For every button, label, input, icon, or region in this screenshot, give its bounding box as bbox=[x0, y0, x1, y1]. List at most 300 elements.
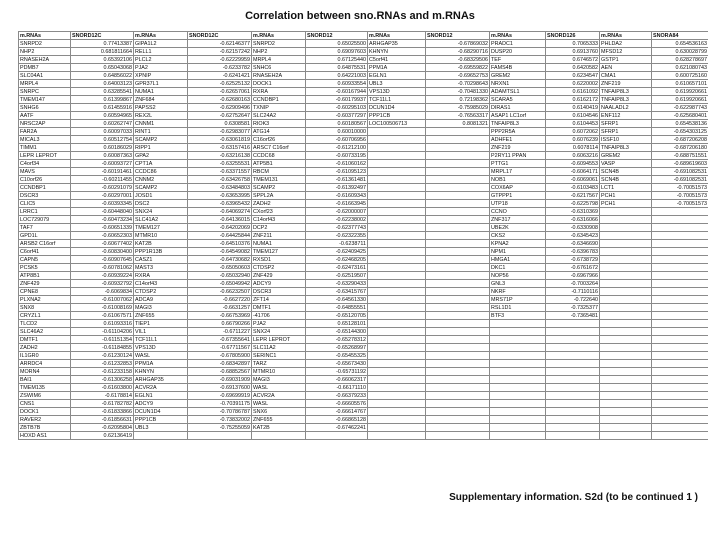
gene-name-cell: PRADC1 bbox=[490, 40, 546, 48]
correlation-value-cell: -0.6064171 bbox=[546, 168, 600, 176]
gene-name-cell bbox=[368, 256, 426, 264]
correlation-value-cell: 0.60186029 bbox=[71, 144, 134, 152]
correlation-value-cell: -0.73832002 bbox=[188, 416, 252, 424]
correlation-value-cell: 0.66790266 bbox=[188, 320, 252, 328]
correlation-value-cell: -0.70051573 bbox=[652, 200, 709, 208]
table-row bbox=[19, 216, 709, 224]
gene-name-cell bbox=[368, 336, 426, 344]
correlation-value-cell: -0.68852567 bbox=[188, 368, 252, 376]
gene-name-cell: ADHFE1 bbox=[490, 136, 546, 144]
gene-name-cell bbox=[600, 248, 652, 256]
correlation-value-cell: 0.60097033 bbox=[71, 128, 134, 136]
table-row bbox=[19, 120, 709, 128]
correlation-value-cell: -0.6738729 bbox=[546, 256, 600, 264]
gene-name-cell: REX2L bbox=[134, 112, 188, 120]
correlation-value-cell bbox=[652, 224, 709, 232]
correlation-value-cell bbox=[426, 216, 490, 224]
gene-name-cell bbox=[368, 408, 426, 416]
correlation-value-cell: -0.63157416 bbox=[188, 144, 252, 152]
correlation-value-cell: -0.60295103 bbox=[306, 104, 368, 112]
table-row bbox=[19, 280, 709, 288]
gene-name-cell: C4orf34 bbox=[19, 160, 71, 168]
correlation-value-cell bbox=[546, 424, 600, 432]
gene-name-cell bbox=[368, 344, 426, 352]
correlation-value-cell: -0.60167944 bbox=[306, 88, 368, 96]
gene-name-cell bbox=[600, 392, 652, 400]
gene-name-cell bbox=[600, 304, 652, 312]
gene-name-cell bbox=[600, 328, 652, 336]
correlation-value-cell: -0.61151354 bbox=[71, 336, 134, 344]
gene-name-cell bbox=[368, 232, 426, 240]
gene-name-cell: RAVER2 bbox=[19, 416, 71, 424]
table-row bbox=[19, 72, 709, 80]
gene-name-cell bbox=[368, 288, 426, 296]
gene-name-cell: UBL3 bbox=[368, 80, 426, 88]
correlation-value-cell: -0.6967966 bbox=[546, 272, 600, 280]
gene-name-cell: PLCL2 bbox=[134, 56, 188, 64]
correlation-value-cell: -0.70051573 bbox=[652, 192, 709, 200]
gene-name-cell: ZBTB7B bbox=[19, 424, 71, 432]
correlation-value-cell: 0.619920661 bbox=[652, 88, 709, 96]
table-row bbox=[19, 224, 709, 232]
correlation-value-cell: 0.6072062 bbox=[546, 128, 600, 136]
gene-name-cell: ATP8B1 bbox=[19, 272, 71, 280]
gene-name-cell: TNFAIP8L3 bbox=[490, 120, 546, 128]
correlation-value-cell bbox=[426, 288, 490, 296]
gene-name-cell: PPM1A bbox=[368, 64, 426, 72]
gene-name-cell bbox=[600, 216, 652, 224]
correlation-value-cell: -0.7325377 bbox=[546, 304, 600, 312]
correlation-value-cell: 0.6308581 bbox=[188, 120, 252, 128]
correlation-value-cell: -0.61856631 bbox=[71, 416, 134, 424]
gene-name-cell: WASL bbox=[252, 400, 306, 408]
gene-name-cell: LOC729079 bbox=[19, 216, 71, 224]
gene-name-cell: ZNF211 bbox=[252, 232, 306, 240]
correlation-value-cell bbox=[426, 336, 490, 344]
gene-name-cell bbox=[368, 128, 426, 136]
correlation-value-cell: -0.68329506 bbox=[426, 56, 490, 64]
gene-name-cell: ZNF684 bbox=[134, 96, 188, 104]
correlation-value-cell: -0.64136015 bbox=[188, 216, 252, 224]
gene-name-cell bbox=[368, 424, 426, 432]
gene-name-cell: ZADH2 bbox=[252, 200, 306, 208]
gene-name-cell: TMEM131 bbox=[252, 176, 306, 184]
correlation-value-cell: -0.654303125 bbox=[652, 128, 709, 136]
correlation-value-cell: -0.64730682 bbox=[188, 256, 252, 264]
gene-name-cell: ZNF655 bbox=[252, 416, 306, 424]
correlation-value-cell bbox=[546, 392, 600, 400]
correlation-value-cell: 0.6162172 bbox=[546, 96, 600, 104]
gene-name-cell: ZADH2 bbox=[19, 344, 71, 352]
correlation-value-cell bbox=[652, 416, 709, 424]
correlation-value-cell bbox=[188, 432, 252, 440]
table-row bbox=[19, 360, 709, 368]
table-row bbox=[19, 248, 709, 256]
gene-name-cell: P2RY11 PPAN bbox=[490, 152, 546, 160]
gene-name-cell: ARSC7 C16orf bbox=[252, 144, 306, 152]
correlation-value-cell bbox=[426, 144, 490, 152]
gene-name-cell bbox=[490, 352, 546, 360]
gene-name-cell: MRS71P bbox=[490, 296, 546, 304]
correlation-value-cell: -0.688751551 bbox=[652, 152, 709, 160]
gene-name-cell: ARSB2 C16orf bbox=[19, 240, 71, 248]
column-header: SNORD12C bbox=[188, 32, 252, 40]
correlation-value-cell: 0.60087363 bbox=[71, 152, 134, 160]
gene-name-cell: DIRAS1 bbox=[490, 104, 546, 112]
gene-name-cell bbox=[600, 376, 652, 384]
gene-name-cell: SCN4B bbox=[600, 176, 652, 184]
correlation-value-cell: -0.76563317 bbox=[426, 112, 490, 120]
gene-name-cell: PPM1A bbox=[134, 360, 188, 368]
gene-name-cell: CNNM1 bbox=[134, 120, 188, 128]
correlation-value-cell: -0.64510376 bbox=[188, 240, 252, 248]
gene-name-cell: FAMS4B bbox=[490, 64, 546, 72]
correlation-value-cell bbox=[426, 264, 490, 272]
gene-name-cell: PTTG1 bbox=[490, 160, 546, 168]
gene-name-cell: MRPL17 bbox=[490, 168, 546, 176]
gene-name-cell: DSC2 bbox=[134, 200, 188, 208]
gene-name-cell: CLIC5 bbox=[19, 200, 71, 208]
gene-name-cell: VASP bbox=[600, 160, 652, 168]
correlation-value-cell: 0.681811664 bbox=[71, 48, 134, 56]
gene-name-cell: SLC41A2 bbox=[134, 216, 188, 224]
correlation-value-cell: -0.61833866 bbox=[71, 408, 134, 416]
correlation-value-cell: -0.66171110 bbox=[306, 384, 368, 392]
gene-name-cell: SPPL2A bbox=[252, 192, 306, 200]
correlation-value-cell: 0.65392106 bbox=[71, 56, 134, 64]
gene-name-cell: CTDSP2 bbox=[252, 264, 306, 272]
correlation-value-cell: -0.61067571 bbox=[71, 312, 134, 320]
correlation-value-cell: -0.61603800 bbox=[71, 384, 134, 392]
gene-name-cell: CCDC68 bbox=[252, 152, 306, 160]
correlation-value-cell bbox=[652, 384, 709, 392]
gene-name-cell bbox=[368, 216, 426, 224]
correlation-value-cell: -0.61782782 bbox=[71, 400, 134, 408]
correlation-value-cell: -0.61060162 bbox=[306, 160, 368, 168]
gene-name-cell: C16orf26 bbox=[252, 136, 306, 144]
gene-name-cell: FAR2A bbox=[19, 128, 71, 136]
gene-name-cell: SNHG6 bbox=[19, 104, 71, 112]
gene-name-cell: MTMR10 bbox=[134, 232, 188, 240]
correlation-value-cell bbox=[546, 400, 600, 408]
gene-name-cell: ARRDC4 bbox=[19, 360, 71, 368]
correlation-value-cell: -0.75255059 bbox=[188, 424, 252, 432]
column-header: SNORD12C bbox=[71, 32, 134, 40]
correlation-value-cell: -0.65050603 bbox=[188, 264, 252, 272]
correlation-value-cell: -0.65278312 bbox=[306, 336, 368, 344]
gene-name-cell: SFRP1 bbox=[600, 128, 652, 136]
gene-name-cell: MAGI3 bbox=[252, 376, 306, 384]
correlation-value-cell: -0.66232507 bbox=[188, 288, 252, 296]
correlation-value-cell: 0.64003123 bbox=[71, 80, 134, 88]
gene-name-cell: KPNA2 bbox=[490, 240, 546, 248]
correlation-value-cell: -0.65120705 bbox=[306, 312, 368, 320]
gene-name-cell: LEPR LEPROT bbox=[19, 152, 71, 160]
gene-name-cell: KHNYN bbox=[368, 48, 426, 56]
correlation-value-cell: -0.66379233 bbox=[306, 392, 368, 400]
gene-name-cell bbox=[368, 136, 426, 144]
gene-name-cell: RNASEH2A bbox=[19, 56, 71, 64]
correlation-value-cell bbox=[426, 240, 490, 248]
correlation-value-cell: -0.6225798 bbox=[546, 200, 600, 208]
correlation-value-cell bbox=[426, 128, 490, 136]
gene-name-cell: UBE2K bbox=[490, 224, 546, 232]
gene-name-cell: SCAMP2 bbox=[134, 136, 188, 144]
correlation-value-cell: -0.6241421 bbox=[188, 72, 252, 80]
gene-name-cell: ATP5B1 bbox=[252, 160, 306, 168]
gene-name-cell: CNNM2 bbox=[134, 176, 188, 184]
correlation-value-cell: -0.67711567 bbox=[188, 344, 252, 352]
gene-name-cell bbox=[368, 360, 426, 368]
correlation-value-cell: -0.61095123 bbox=[306, 168, 368, 176]
gene-name-cell: HOXD AS1 bbox=[19, 432, 71, 440]
gene-name-cell: ZNF429 bbox=[252, 272, 306, 280]
gene-name-cell: NPM1 bbox=[490, 248, 546, 256]
correlation-value-cell: -0.66062317 bbox=[306, 376, 368, 384]
gene-name-cell: SNX6 bbox=[252, 408, 306, 416]
gene-name-cell: LRRC1 bbox=[19, 208, 71, 216]
gene-name-cell: ZNF429 bbox=[19, 280, 71, 288]
table-row bbox=[19, 296, 709, 304]
gene-name-cell bbox=[368, 320, 426, 328]
correlation-value-cell: -0.60473234 bbox=[71, 216, 134, 224]
gene-name-cell bbox=[368, 296, 426, 304]
correlation-value-cell bbox=[652, 256, 709, 264]
correlation-value-cell: 0.7065333 bbox=[546, 40, 600, 48]
table-row bbox=[19, 288, 709, 296]
correlation-value-cell: -0.65268997 bbox=[306, 344, 368, 352]
gene-name-cell bbox=[368, 416, 426, 424]
correlation-value-cell: 0.63285541 bbox=[71, 88, 134, 96]
correlation-value-cell bbox=[652, 280, 709, 288]
table-row bbox=[19, 128, 709, 136]
gene-name-cell: CKS2 bbox=[490, 232, 546, 240]
gene-name-cell: ADCA9 bbox=[134, 296, 188, 304]
correlation-value-cell: 0.77413387 bbox=[71, 40, 134, 48]
correlation-value-cell bbox=[652, 408, 709, 416]
correlation-value-cell: -0.60179937 bbox=[306, 96, 368, 104]
correlation-value-cell bbox=[546, 344, 600, 352]
table-row bbox=[19, 232, 709, 240]
correlation-value-cell bbox=[546, 368, 600, 376]
correlation-value-cell: -0.61007062 bbox=[71, 296, 134, 304]
gene-name-cell: JOSD1 bbox=[134, 192, 188, 200]
table-row bbox=[19, 352, 709, 360]
correlation-value-cell: -0.66753969 bbox=[188, 312, 252, 320]
correlation-value-cell: -0.62095804 bbox=[71, 424, 134, 432]
correlation-value-cell: -0.6233782 bbox=[188, 64, 252, 72]
correlation-value-cell bbox=[652, 232, 709, 240]
gene-name-cell bbox=[490, 368, 546, 376]
correlation-value-cell bbox=[426, 400, 490, 408]
correlation-value-cell: 0.60512754 bbox=[71, 136, 134, 144]
gene-name-cell: SCAMP2 bbox=[134, 184, 188, 192]
correlation-value-cell bbox=[426, 320, 490, 328]
correlation-value-cell: -0.6069061 bbox=[546, 176, 600, 184]
correlation-value-cell: 0.61093316 bbox=[71, 320, 134, 328]
table-row bbox=[19, 56, 709, 64]
gene-name-cell: C10orf26 bbox=[19, 176, 71, 184]
gene-name-cell: SNHC6 bbox=[252, 64, 306, 72]
correlation-value-cell: -0.62525132 bbox=[188, 80, 252, 88]
gene-name-cell: PPP1R13B bbox=[134, 248, 188, 256]
gene-name-cell bbox=[368, 144, 426, 152]
gene-name-cell: GPR37L1 bbox=[134, 80, 188, 88]
correlation-value-cell: 0.654538136 bbox=[652, 120, 709, 128]
gene-name-cell: EGLN1 bbox=[368, 72, 426, 80]
gene-name-cell bbox=[368, 368, 426, 376]
column-header: SNORD12 bbox=[306, 32, 368, 40]
gene-name-cell bbox=[252, 432, 306, 440]
correlation-value-cell: -0.64069274 bbox=[188, 208, 252, 216]
correlation-value-cell bbox=[426, 328, 490, 336]
gene-name-cell: BTF3 bbox=[490, 312, 546, 320]
correlation-value-cell bbox=[546, 432, 600, 440]
gene-name-cell: TMEM127 bbox=[252, 248, 306, 256]
table-row bbox=[19, 256, 709, 264]
gene-name-cell bbox=[600, 272, 652, 280]
gene-name-cell: WASL bbox=[134, 352, 188, 360]
table-row bbox=[19, 408, 709, 416]
gene-name-cell: ACVR2A bbox=[252, 392, 306, 400]
gene-name-cell bbox=[368, 328, 426, 336]
correlation-value-cell: -0.6711227 bbox=[188, 328, 252, 336]
correlation-value-cell: -0.62000007 bbox=[306, 208, 368, 216]
correlation-value-cell: -0.64855551 bbox=[306, 304, 368, 312]
correlation-value-cell bbox=[652, 216, 709, 224]
gene-name-cell: SCN4B bbox=[600, 168, 652, 176]
correlation-value-cell bbox=[546, 384, 600, 392]
correlation-value-cell: -0.61232853 bbox=[71, 360, 134, 368]
gene-name-cell: MTMR10 bbox=[252, 368, 306, 376]
gene-name-cell bbox=[134, 432, 188, 440]
gene-name-cell: CTDSP2 bbox=[134, 288, 188, 296]
correlation-value-cell: 0.60010000 bbox=[306, 128, 368, 136]
gene-name-cell: RBCM bbox=[252, 168, 306, 176]
column-header: SNORA84 bbox=[652, 32, 709, 40]
correlation-value-cell: -0.75985029 bbox=[426, 104, 490, 112]
correlation-value-cell: -0.691082531 bbox=[652, 168, 709, 176]
column-header: m.RNAs bbox=[252, 32, 306, 40]
gene-name-cell bbox=[368, 312, 426, 320]
table-row bbox=[19, 184, 709, 192]
gene-name-cell: SLC04A1 bbox=[19, 72, 71, 80]
gene-name-cell: TMEM135 bbox=[19, 384, 71, 392]
gene-name-cell bbox=[368, 264, 426, 272]
gene-name-cell bbox=[600, 432, 652, 440]
gene-name-cell: PLXNA2 bbox=[19, 296, 71, 304]
correlation-value-cell bbox=[546, 352, 600, 360]
gene-name-cell: TXNIP bbox=[252, 104, 306, 112]
correlation-value-cell bbox=[652, 344, 709, 352]
gene-name-cell bbox=[490, 328, 546, 336]
gene-name-cell: ZNF219 bbox=[490, 144, 546, 152]
column-header: m.RNAs bbox=[490, 32, 546, 40]
gene-name-cell bbox=[490, 416, 546, 424]
correlation-value-cell: -0.6238711 bbox=[306, 240, 368, 248]
gene-name-cell: GREM2 bbox=[490, 72, 546, 80]
gene-name-cell: NHP2 bbox=[19, 48, 71, 56]
gene-name-cell bbox=[600, 368, 652, 376]
correlation-value-cell: -0.65673430 bbox=[306, 360, 368, 368]
correlation-value-cell: -0.689619603 bbox=[652, 160, 709, 168]
correlation-value-cell bbox=[546, 360, 600, 368]
gene-name-cell: TAF7 bbox=[19, 224, 71, 232]
gene-name-cell bbox=[600, 280, 652, 288]
correlation-value-cell: -0.6346690 bbox=[546, 240, 600, 248]
gene-name-cell: CCNDBP1 bbox=[252, 96, 306, 104]
gene-name-cell bbox=[490, 424, 546, 432]
gene-name-cell: TARZ bbox=[252, 360, 306, 368]
gene-name-cell: GTPPP1 bbox=[490, 192, 546, 200]
correlation-value-cell: -0.67355641 bbox=[188, 336, 252, 344]
gene-name-cell: ZNF317 bbox=[490, 216, 546, 224]
correlation-value-cell: -0.61104206 bbox=[71, 328, 134, 336]
table-row bbox=[19, 424, 709, 432]
correlation-value-cell: 0.61399867 bbox=[71, 96, 134, 104]
correlation-value-cell: -0.62157242 bbox=[188, 48, 252, 56]
table-row bbox=[19, 112, 709, 120]
gene-name-cell bbox=[368, 280, 426, 288]
gene-name-cell: MAST3 bbox=[134, 264, 188, 272]
correlation-value-cell: -0.66605576 bbox=[306, 400, 368, 408]
correlation-value-cell: 0.6420582 bbox=[546, 64, 600, 72]
gene-name-cell: RELL1 bbox=[134, 48, 188, 56]
gene-name-cell: CASZ1 bbox=[134, 256, 188, 264]
correlation-value-cell: 0.62136419 bbox=[71, 432, 134, 440]
gene-name-cell bbox=[368, 304, 426, 312]
correlation-value-cell: -0.66865128 bbox=[306, 416, 368, 424]
correlation-value-cell: -0.60297001 bbox=[71, 192, 134, 200]
correlation-value-cell: -0.60939224 bbox=[71, 272, 134, 280]
gene-name-cell: CRYZL1 bbox=[19, 312, 71, 320]
table-row bbox=[19, 200, 709, 208]
table-row bbox=[19, 264, 709, 272]
gene-name-cell: SNRPD2 bbox=[252, 40, 306, 48]
correlation-value-cell: 0.6104453 bbox=[546, 120, 600, 128]
gene-name-cell: PCH1 bbox=[600, 192, 652, 200]
correlation-value-cell bbox=[426, 304, 490, 312]
correlation-value-cell: -0.63484803 bbox=[188, 184, 252, 192]
correlation-value-cell: 0.65025500 bbox=[306, 40, 368, 48]
correlation-value-cell bbox=[426, 384, 490, 392]
correlation-value-cell bbox=[426, 200, 490, 208]
gene-name-cell: RXRA bbox=[252, 88, 306, 96]
gene-name-cell bbox=[368, 160, 426, 168]
correlation-value-cell bbox=[546, 376, 600, 384]
correlation-value-cell: -0.62409425 bbox=[306, 248, 368, 256]
table-row bbox=[19, 416, 709, 424]
gene-name-cell: RXSD1 bbox=[252, 256, 306, 264]
gene-name-cell: SNRPC bbox=[19, 88, 71, 96]
gene-name-cell bbox=[600, 360, 652, 368]
correlation-value-cell: -0.6761672 bbox=[546, 264, 600, 272]
gene-name-cell: DOCK1 bbox=[19, 408, 71, 416]
correlation-value-cell: -0.69652753 bbox=[426, 72, 490, 80]
correlation-value-cell bbox=[426, 256, 490, 264]
table-row bbox=[19, 376, 709, 384]
correlation-value-cell: -0.60377297 bbox=[306, 112, 368, 120]
correlation-value-cell: -0.61361481 bbox=[306, 176, 368, 184]
correlation-value-cell: -0.625680401 bbox=[652, 112, 709, 120]
correlation-value-cell: -0.70786787 bbox=[188, 408, 252, 416]
gene-name-cell: ARHGAP35 bbox=[134, 376, 188, 384]
gene-name-cell: DUSP20 bbox=[490, 48, 546, 56]
gene-name-cell: TMEM147 bbox=[19, 96, 71, 104]
gene-name-cell bbox=[600, 288, 652, 296]
gene-name-cell: BAI1 bbox=[19, 376, 71, 384]
gene-name-cell: KHNYN bbox=[134, 368, 188, 376]
